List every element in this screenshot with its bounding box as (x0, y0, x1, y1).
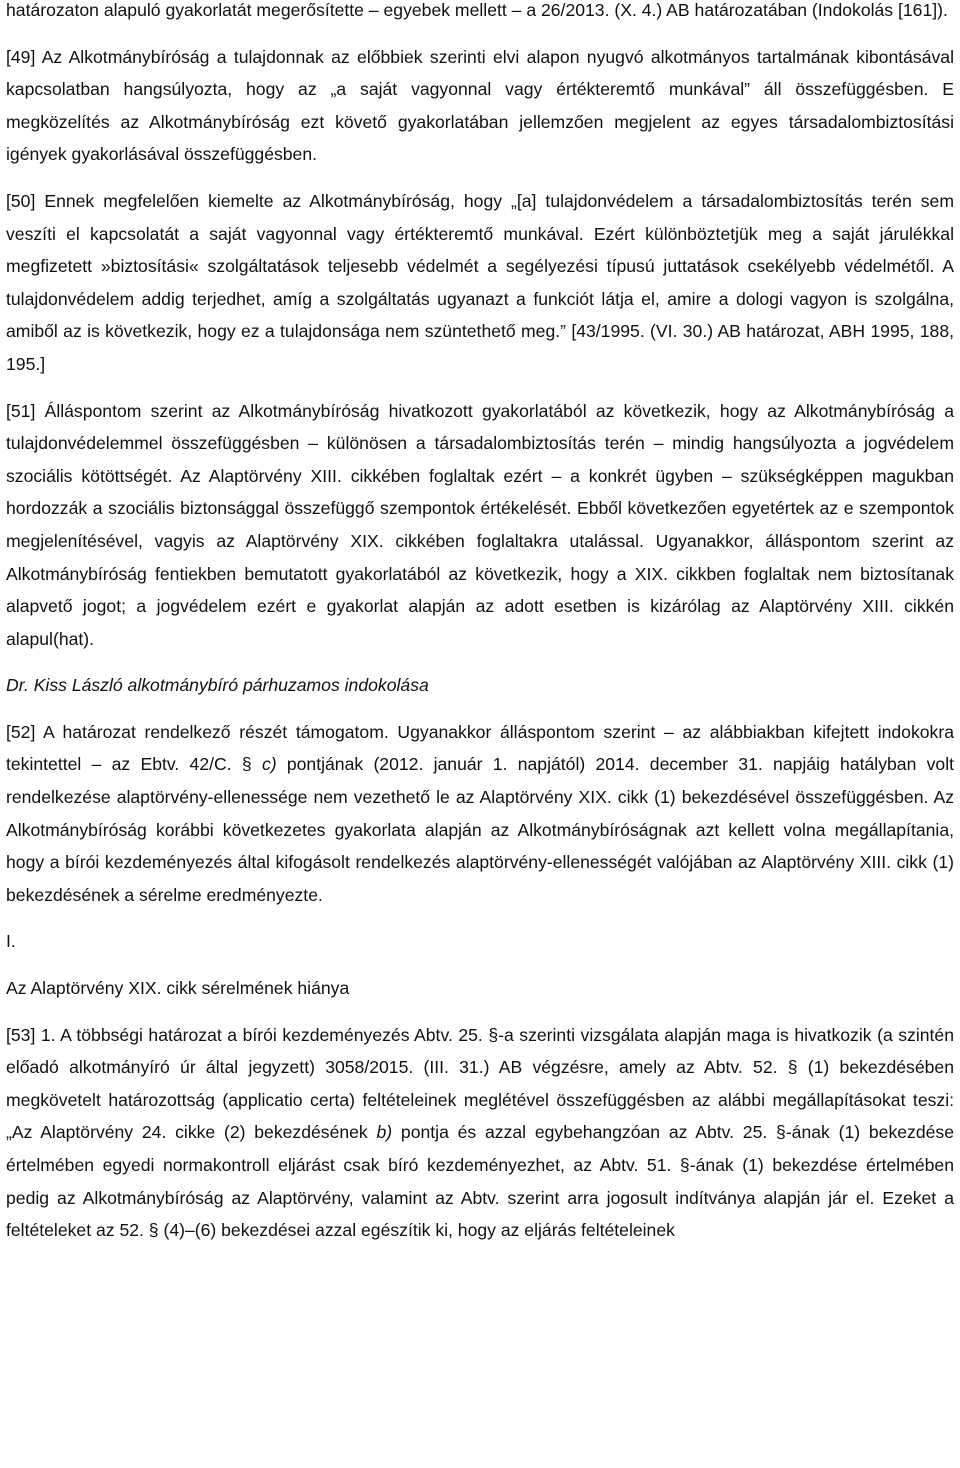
paragraph-50: [50] Ennek megfelelően kiemelte az Alkotmánybíróság, hogy „[a] tulajdonvédelem a társadalombiztosítás terén sem veszíti el kapcsolatát a saját vagyonnal vagy értékteremtő munkával. Ezért különböztetjük meg a saját járulékkal megfizetett »biztosítási« szolgáltatások teljesebb védelmét a segélyezési típusú juttatások csekélyebb védelmétől. A tulajdonvédelem addig terjedhet, amíg a szolgáltatás ugyanazt a funkciót látja el, amire a dologi vagyon is szolgálna, amiből az is következik, hogy ez a tulajdonsága nem szüntethető meg.” [43/1995. (VI. 30.) AB határozat, ABH 1995, 188, 195.] (6, 190, 954, 374)
paragraph-53-point-b: b) (376, 1122, 393, 1143)
paragraph-49: [49] Az Alkotmánybíróság a tulajdonnak az előbbiek szerinti elvi alapon nyugvó alkotmányos tartalmának kibontásával kapcsolatban hangsúlyozta, hogy az „a saját vagyonnal vagy értékteremtő munkával” áll összefüggésben. E megközelítés az Alkotmánybíróság ezt követő gyakorlatában jellemzően megjelent az egyes társadalombiztosítási igények gyakorlásával összefüggésben. (6, 46, 954, 165)
paragraph-51: [51] Álláspontom szerint az Alkotmánybíróság hivatkozott gyakorlatából az következik, hogy az Alkotmánybíróság a tulajdonvédelemmel összefüggésben – különösen a társadalombiztosítás terén – mindig hangsúlyozta a jogvédelem szociális kötöttségét. Az Alaptörvény XIII. cikkében foglaltak ezért – a konkrét ügyben – szükségképpen magukban hordozzák a szociális biztonsággal összefüggő szempontok értékelését. Ebből következően egyetértek az e szempontok megjelenítésével, vagyis az Alaptörvény XIX. cikkében foglaltakra utalással. Ugyanakkor, álláspontom szerint az Alkotmánybíróság fentiekben bemutatott gyakorlatából az következik, hogy a XIX. cikkben foglaltak nem biztosítanak alapvető jogot; a jogvédelem ezért e gyakorlat alapján az adott esetben is kizárólag az Alaptörvény XIII. cikkén alapul(hat). (6, 400, 954, 649)
paragraph-53-part-c: pontja és azzal egybehangzóan az Abtv. 25. §-ának (1) bekezdése értelmében egyedi normakontroll eljárást csak bíró kezdeményezhet, az Abtv. 51. §-ának (1) bekezdése értelmében pedig az Alkotmánybíróság az Alaptörvény, valamint az Abtv. szerint arra jogosult indítványa alapján jár el. Ezeket a feltételeket az 52. § (4)–(6) bekezdései azzal egészítik ki, hogy az eljárás feltételeinek (6, 1122, 954, 1241)
paragraph-53-part-a: [53] 1. A többségi határozat a bírói kezdeményezés Abtv. 25. §-a szerinti vizsgálata alapján maga is hivatkozik (a szintén előadó alkotmányíró úr által jegyzett) 3058/2015. (III. 31.) AB végzésre, amely az Abtv. 52. § (1) bekezdésében megkövetelt határozottság (applicatio certa) feltételeinek meglétével összefüggésben az alábbi megállapításokat teszi: „Az Alaptörvény 24. cikke (2) bekezdésének (6, 1024, 954, 1143)
section-title: Az Alaptörvény XIX. cikk sérelmének hiánya (6, 978, 350, 999)
paragraph-52-part-b: pontjának (2012. január 1. napjától) 2014. december 31. napjáig hatályban volt rendelkezése alaptörvény-ellenessége nem vezethető le az Alaptörvény XIX. cikk (1) bekezdésével összefüggésben. Az Alkotmánybíróság korábbi következetes gyakorlata alapján az Alkotmánybíróságnak azt kellett volna megállapítania, hogy a bírói kezdeményezés által kifogásolt rendelkezés alaptörvény-ellenességét valójában az Alaptörvény XIII. cikk (1) bekezdésének a sérelme eredményezte. (6, 754, 954, 905)
parallel-reasoning-heading: Dr. Kiss László alkotmánybíró párhuzamos indokolása (6, 675, 429, 696)
paragraph-52-point-c: c) (261, 754, 277, 775)
paragraph-48-tail: határozaton alapuló gyakorlatát megerősítette – egyebek mellett – a 26/2013. (X. 4.) AB határozatában (Indokolás [161]). (6, 0, 948, 20)
paragraph-53 (6, 1019, 954, 1247)
section-number: I. (6, 931, 16, 952)
paragraph-52 (6, 716, 954, 912)
paragraph-52-part-a: [52] A határozat rendelkező részét támogatom. Ugyanakkor álláspontom szerint – az alábbiakban kifejtett indokokra tekintettel – az Ebtv. 42/C. § (6, 721, 954, 775)
